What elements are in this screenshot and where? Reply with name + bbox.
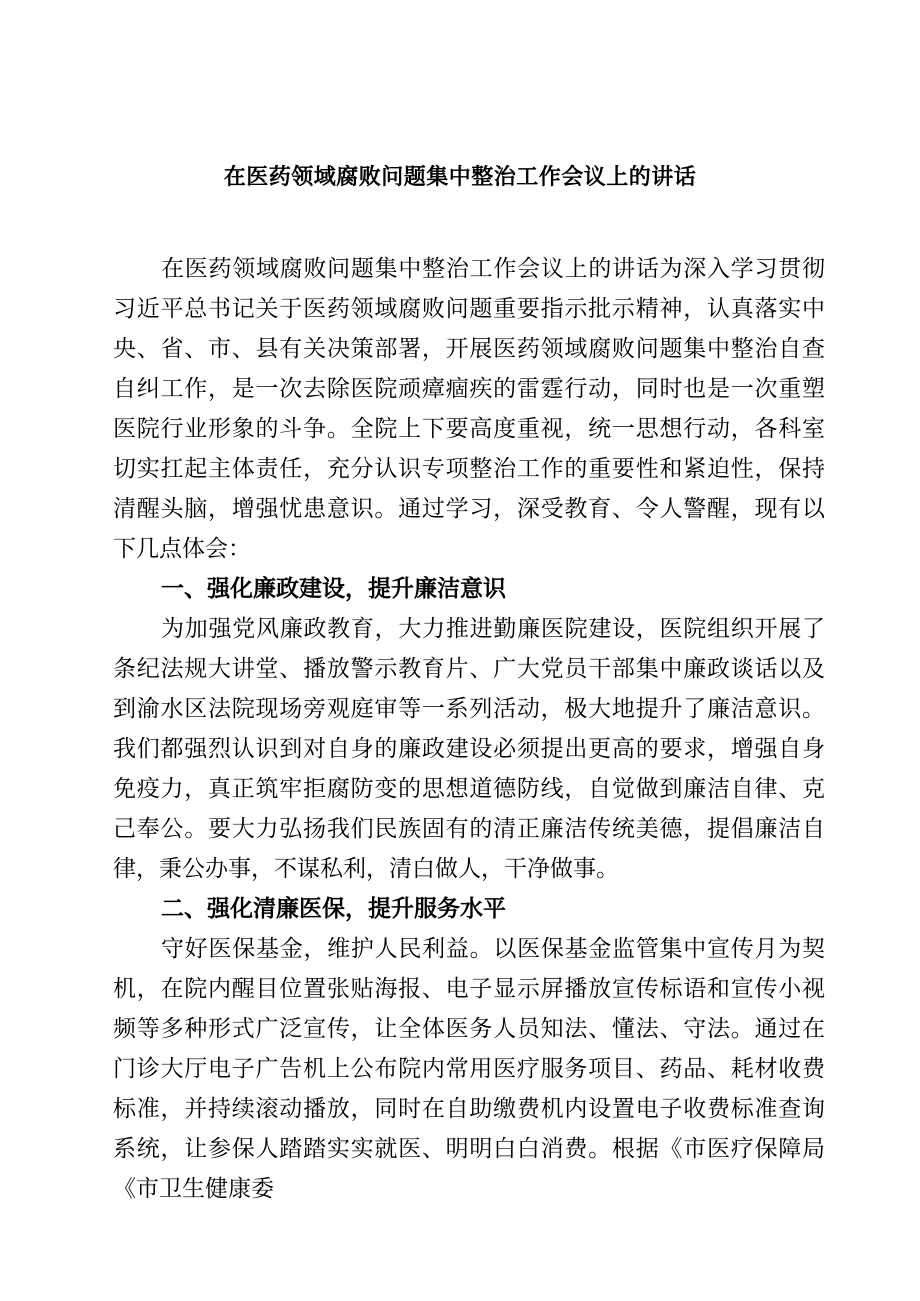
section-paragraph-1: 为加强党风廉政教育，大力推进勤廉医院建设，医院组织开展了条纪法规大讲堂、播放警示教育片、广大党员干部集中廉政谈话以及到渝水区法院现场旁观庭审等一系列活动，极大地提升了廉洁意识。我们都强烈认识到对自身的廉政建设必须提出更高的要求，增强自身免疫力，真正筑牢拒腐防变的思想道德防线，自觉做到廉洁自律、克己奉公。要大力弘扬我们民族固有的清正廉洁传统美德，提倡廉洁自律，秉公办事，不谋私利，清白做人，干净做事。 <box>113 616 825 882</box>
intro-paragraph: 在医药领域腐败问题集中整治工作会议上的讲话为深入学习贯彻习近平总书记关于医药领域腐败问题重要指示批示精神，认真落实中央、省、市、县有关决策部署，开展医药领域腐败问题集中整治自查自纠工作，是一次去除医院顽瘴痼疾的雷霆行动，同时也是一次重塑医院行业形象的斗争。全院上下要高度重视，统一思想行动，各科室切实扛起主体责任，充分认识专项整治工作的重要性和紧迫性，保持清醒头脑，增强忧患意识。通过学习，深受教育、令人警醒，现有以下几点体会： <box>113 256 825 562</box>
section-heading-2: 二、强化清廉医保，提升服务水平 <box>161 895 506 922</box>
section-heading-1: 一、强化廉政建设，提升廉洁意识 <box>161 575 506 602</box>
section-paragraph-2: 守好医保基金，维护人民利益。以医保基金监管集中宣传月为契机，在院内醒目位置张贴海报、电子显示屏播放宣传标语和宣传小视频等多种形式广泛宣传，让全体医务人员知法、懂法、守法。通过在门诊大厅电子广告机上公布院内常用医疗服务项目、药品、耗材收费标准，并持续滚动播放，同时在自助缴费机内设置电子收费标准查询系统，让参保人踏踏实实就医、明明白白消费。根据《市医疗保障局《市卫生健康委 <box>113 936 825 1202</box>
page-title: 在医药领域腐败问题集中整治工作会议上的讲话 <box>223 164 697 190</box>
document-body <box>113 249 825 1209</box>
